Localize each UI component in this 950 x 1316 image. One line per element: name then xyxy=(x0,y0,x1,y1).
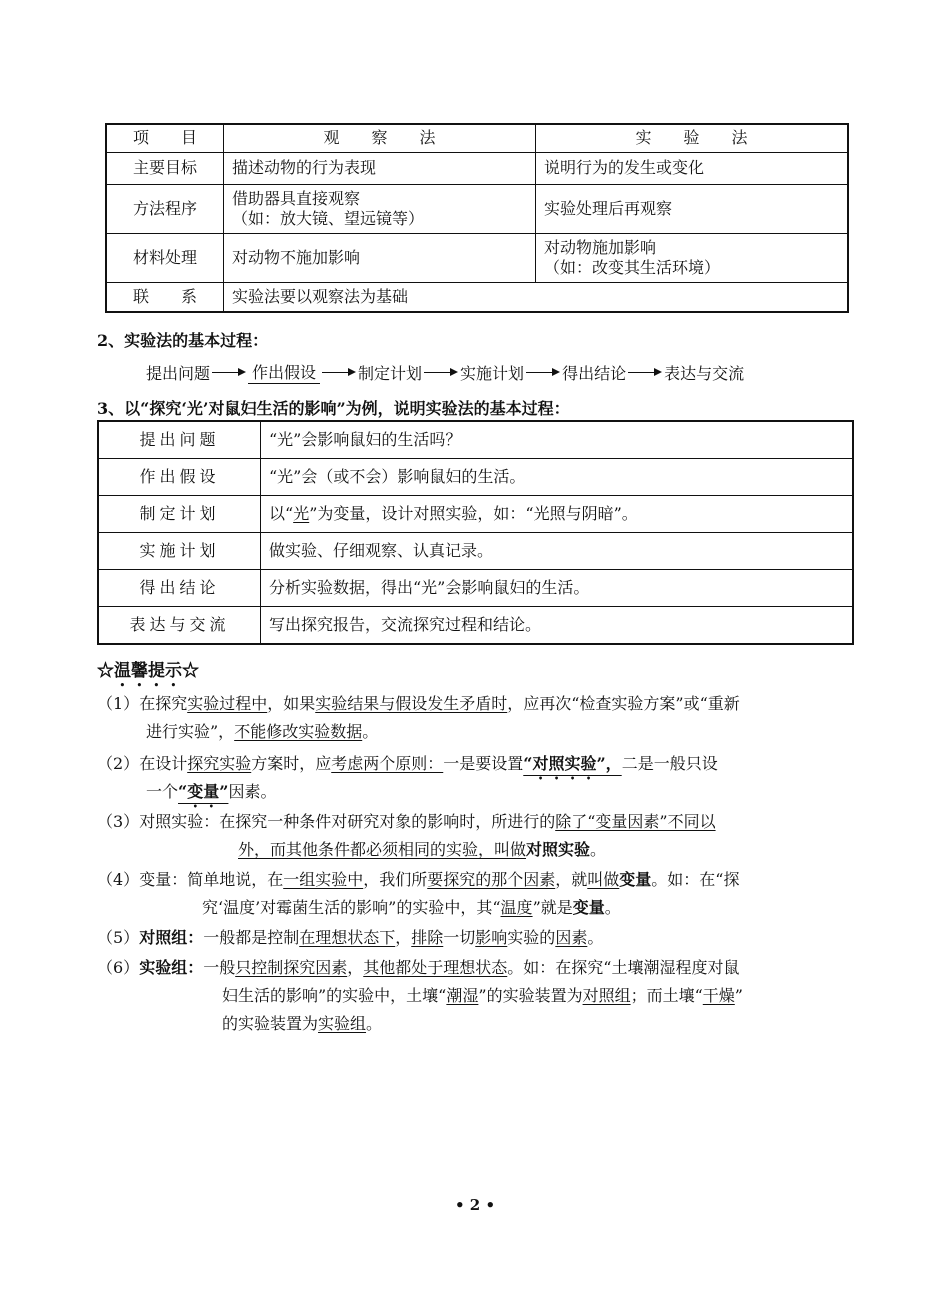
text: 一般 xyxy=(203,958,236,977)
tip-number: （4） xyxy=(97,870,140,889)
text: ” xyxy=(734,986,743,1005)
row-label: 联 系 xyxy=(106,282,224,312)
text: 一切 xyxy=(443,928,476,947)
tip-3 xyxy=(97,808,716,836)
underlined-text: 除了“变量因素”不同以 xyxy=(555,812,716,831)
flow-step: 得出结论 xyxy=(562,363,627,383)
table-row xyxy=(98,459,853,496)
emphasized-text: “变量” xyxy=(178,782,229,801)
underlined-text: 潮湿 xyxy=(446,986,479,1005)
text: 。 xyxy=(362,722,379,741)
text: 。 xyxy=(366,1014,383,1033)
tip-6-cont xyxy=(222,982,743,1010)
row-label: 作出假设 xyxy=(98,459,261,496)
row-label: 得出结论 xyxy=(98,570,261,607)
text: 进行实验”， xyxy=(146,722,235,741)
tip-5 xyxy=(97,924,603,952)
row-label: 表达与交流 xyxy=(98,607,261,645)
underlined-text: 外，而其他条件都必须相同的实验，叫做 xyxy=(238,840,527,859)
underlined-text: 光 xyxy=(293,504,310,523)
section-2-heading: 2、实验法的基本过程： xyxy=(97,331,269,350)
tip-number: （1） xyxy=(97,694,140,713)
tips-title-text: 温馨提示 xyxy=(114,661,182,681)
cell-observe xyxy=(224,184,536,233)
text: ”为变量，设计对照实验，如：“光照与阴暗”。 xyxy=(309,504,638,523)
cell-line: 对动物施加影响 xyxy=(544,237,657,257)
underlined-text: 因素 xyxy=(555,928,588,947)
text: 。如：在“探 xyxy=(651,870,740,889)
row-label: 材料处理 xyxy=(106,233,224,282)
tip-6-cont-2 xyxy=(222,1010,382,1038)
tip-4-cont xyxy=(202,894,621,922)
cell-merged: 实验法要以观察法为基础 xyxy=(224,282,849,312)
text: ， xyxy=(395,928,412,947)
arrow-icon xyxy=(526,366,560,378)
arrow-icon xyxy=(424,366,458,378)
row-label: 提出问题 xyxy=(98,421,261,459)
page-number: • 2 • xyxy=(454,1196,496,1214)
flow-step: 表达与交流 xyxy=(664,363,745,383)
underlined-text: 不能修改实验数据 xyxy=(234,722,363,741)
tips-title xyxy=(97,656,199,691)
flow-step: 制定计划 xyxy=(358,363,423,383)
tip-number: （2） xyxy=(97,754,140,773)
row-content xyxy=(261,496,854,533)
row-content: 分析实验数据，得出“光”会影响鼠妇的生活。 xyxy=(261,570,854,607)
bold-text: 变量 xyxy=(572,898,605,917)
table-header-row xyxy=(106,124,848,152)
text: 。 xyxy=(590,840,607,859)
underlined-text: 要探究的那个因素 xyxy=(427,870,556,889)
text: ， xyxy=(347,958,364,977)
table-row xyxy=(98,570,853,607)
text: 以“ xyxy=(269,504,294,523)
table-row xyxy=(106,152,848,184)
underlined-text: 实验组 xyxy=(318,1014,367,1033)
underlined-text: 其他都处于理想状态 xyxy=(363,958,508,977)
cell-experiment: 实验处理后再观察 xyxy=(536,184,849,233)
emphasized-text: “对照实验”， xyxy=(523,754,622,773)
text: ，应再次“检查实验方案”或“重新 xyxy=(507,694,740,713)
text: 的实验装置为 xyxy=(222,1014,319,1033)
cell-line: （如：改变其生活环境） xyxy=(544,257,721,277)
text: ；而土壤“ xyxy=(630,986,703,1005)
tip-1-cont xyxy=(146,718,378,746)
bold-text: 变量 xyxy=(619,870,652,889)
cell-observe: 对动物不施加影响 xyxy=(224,233,536,282)
text: 。 xyxy=(587,928,604,947)
text: ，如果 xyxy=(267,694,316,713)
table-row xyxy=(98,607,853,645)
header-item: 项 目 xyxy=(106,124,224,152)
underlined-text: 实验过程中 xyxy=(187,694,268,713)
underlined-text: 实验结果与假设发生矛盾时 xyxy=(315,694,508,713)
text: 在设计 xyxy=(139,754,188,773)
underlined-text: 考虑两个原则： xyxy=(331,754,444,773)
section-3-heading: 3、以“探究‘光’对鼠妇生活的影响”为例，说明实验法的基本过程： xyxy=(97,399,570,418)
text: 一是要设置 xyxy=(443,754,524,773)
text: ”的实验装置为 xyxy=(478,986,583,1005)
comparison-table xyxy=(105,123,849,313)
row-content: 写出探究报告，交流探究过程和结论。 xyxy=(261,607,854,645)
row-content: “光”会（或不会）影响鼠妇的生活。 xyxy=(261,459,854,496)
text: 。如：在探究“土壤潮湿程度对鼠 xyxy=(507,958,740,977)
underlined-text: 叫做 xyxy=(587,870,620,889)
text: 。 xyxy=(604,898,621,917)
flow-step: 提出问题 xyxy=(146,363,211,383)
text: 一个 xyxy=(146,782,179,801)
row-content: 做实验、仔细观察、认真记录。 xyxy=(261,533,854,570)
cell-line: 借助器具直接观察 xyxy=(232,188,361,208)
star-icon: ☆ xyxy=(97,661,114,681)
row-label: 实施计划 xyxy=(98,533,261,570)
cell-observe: 描述动物的行为表现 xyxy=(224,152,536,184)
row-label: 制定计划 xyxy=(98,496,261,533)
text: ”就是 xyxy=(532,898,573,917)
tip-2-cont xyxy=(146,778,276,811)
underlined-text: 影响 xyxy=(475,928,508,947)
table-row xyxy=(98,421,853,459)
tip-number: （3） xyxy=(97,812,140,831)
text: 妇生活的影响”的实验中，土壤“ xyxy=(222,986,447,1005)
table-row xyxy=(98,496,853,533)
text: 究‘温度’对霉菌生活的影响”的实验中，其“ xyxy=(202,898,501,917)
cell-experiment xyxy=(536,233,849,282)
cell-line: （如：放大镜、望远镜等） xyxy=(232,208,425,228)
process-table xyxy=(97,420,854,645)
text: 变量：简单地说，在 xyxy=(139,870,284,889)
text: 因素。 xyxy=(228,782,277,801)
text: 方案时，应 xyxy=(251,754,332,773)
bold-text: 对照实验 xyxy=(526,840,591,859)
star-icon: ☆ xyxy=(182,661,199,681)
underlined-text: 干燥 xyxy=(702,986,735,1005)
text: 在探究 xyxy=(139,694,188,713)
underlined-text: 一组实验中 xyxy=(283,870,364,889)
tip-number: （6） xyxy=(97,958,140,977)
row-content: “光”会影响鼠妇的生活吗？ xyxy=(261,421,854,459)
tip-4 xyxy=(97,866,739,894)
bold-text: 对照组： xyxy=(139,928,204,947)
underlined-text: 排除 xyxy=(411,928,444,947)
text: 实验的 xyxy=(507,928,556,947)
underlined-text: 探究实验 xyxy=(187,754,252,773)
tip-1 xyxy=(97,690,740,718)
row-label: 方法程序 xyxy=(106,184,224,233)
tip-number: （5） xyxy=(97,928,140,947)
table-row xyxy=(106,282,848,312)
text: 一般都是控制 xyxy=(203,928,300,947)
cell-experiment: 说明行为的发生或变化 xyxy=(536,152,849,184)
underlined-text: 只控制探究因素 xyxy=(235,958,348,977)
tip-6 xyxy=(97,954,739,982)
tip-3-cont xyxy=(238,836,606,864)
arrow-icon xyxy=(322,366,356,378)
text: ，就 xyxy=(555,870,588,889)
arrow-icon xyxy=(212,366,246,378)
text: ，我们所 xyxy=(363,870,428,889)
underlined-text: 对照组 xyxy=(582,986,631,1005)
underlined-text: 温度 xyxy=(500,898,533,917)
header-observation: 观 察 法 xyxy=(224,124,536,152)
table-row xyxy=(106,184,848,233)
bold-text: 实验组： xyxy=(139,958,204,977)
text: 对照实验：在探究一种条件对研究对象的影响时，所进行的 xyxy=(139,812,556,831)
underlined-text: 在理想状态下 xyxy=(299,928,396,947)
flow-step-blank: 作出假设 xyxy=(248,360,320,384)
flow-step: 实施计划 xyxy=(460,363,525,383)
table-row xyxy=(98,533,853,570)
process-flow xyxy=(146,360,744,384)
header-experiment: 实 验 法 xyxy=(536,124,849,152)
table-row xyxy=(106,233,848,282)
row-label: 主要目标 xyxy=(106,152,224,184)
text: 二是一般只设 xyxy=(621,754,718,773)
arrow-icon xyxy=(628,366,662,378)
